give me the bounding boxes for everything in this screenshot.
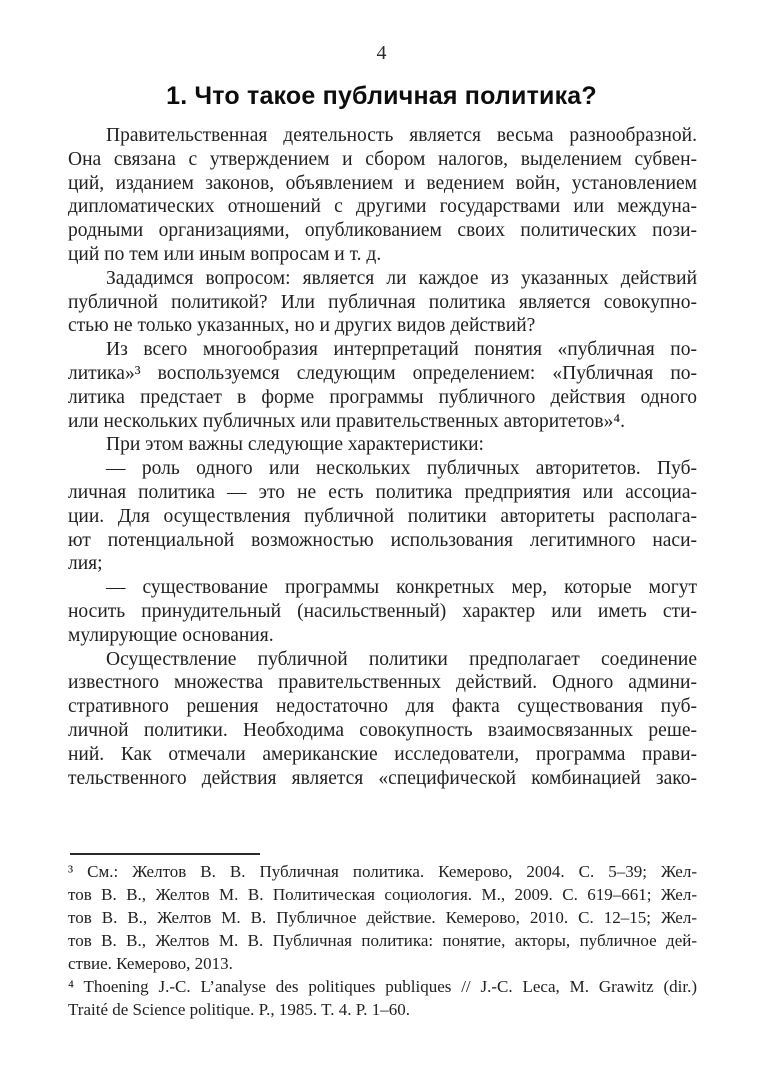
footnote-area <box>68 860 697 1021</box>
text-line: При этом важны следующие характеристики: <box>106 434 484 456</box>
text-line: тов В. В., Желтов М. В. Политическая социология. М., 2009. С. 619–661; Жел- <box>68 885 697 904</box>
text-line: Traité de Science politique. P., 1985. T. 4. P. 1–60. <box>68 1000 411 1019</box>
text-line: ствие. Кемерово, 2013. <box>68 954 233 973</box>
text-line: стью не только указанных, но и других видов действий? <box>68 315 536 337</box>
text-line: — роль одного или нескольких публичных авторитетов. Пуб- <box>106 458 697 480</box>
text-line: дипломатических отношений с другими государствами или междуна- <box>68 196 697 218</box>
text-line: лия; <box>68 553 103 575</box>
footnote <box>68 975 697 1021</box>
text-line: ций, изданием законов, объявлением и ведением войн, установлением <box>68 172 697 194</box>
text-line: ции. Для осуществления публичной политики авторитеты располага- <box>68 505 697 527</box>
text-line: родными организациями, опубликованием своих политических пози- <box>68 220 697 242</box>
footnote <box>68 860 697 975</box>
text-line: Правительственная деятельность является весьма разнообразной. <box>106 125 697 146</box>
paragraph <box>68 124 697 267</box>
text-line: известного множества правительственных действий. Одного админи- <box>68 672 697 694</box>
text-line: Из всего многообразия интерпретаций понятия «публичная по- <box>106 339 697 361</box>
paragraph <box>68 576 697 647</box>
text-line: ⁴ Thoening J.-C. L’analyse des politiques publiques // J.-C. Leca, M. Grawitz (dir.) <box>68 977 697 996</box>
paragraph <box>68 338 697 433</box>
text-line: стративного решения недостаточно для факта существования пуб- <box>68 696 697 718</box>
text-line: литика»³ воспользуемся следующим определением: «Публичная по- <box>68 362 697 384</box>
text-line: литика предстает в форме программы публичного действия одного <box>68 386 697 408</box>
text-line: личной политики. Необходима совокупность взаимосвязанных реше- <box>68 719 697 741</box>
paragraph <box>68 457 697 576</box>
text-line: тов В. В., Желтов М. В. Публичное действие. Кемерово, 2010. С. 12–15; Жел- <box>68 908 697 927</box>
text-line: Она связана с утверждением и сбором налогов, выделением субвен- <box>68 148 697 170</box>
text-line: публичной политикой? Или публичная политика является совокупно- <box>68 291 697 313</box>
text-line: или нескольких публичных или правительственных авторитетов»⁴. <box>68 410 626 432</box>
text-line: — существование программы конкретных мер, которые могут <box>106 577 697 599</box>
text-line: тельственного действия является «специфической комбинацией зако- <box>68 767 697 789</box>
text-line: ³ См.: Желтов В. В. Публичная политика. Кемерово, 2004. С. 5–39; Жел- <box>68 862 697 881</box>
text-line: ций по тем или иным вопросам и т. д. <box>68 243 382 265</box>
text-line: Осуществление публичной политики предполагает соединение <box>106 648 697 670</box>
chapter-heading: 1. Что такое публичная политика? <box>166 82 597 110</box>
text-line: ют потенциальной возможностью использования легитимного наси- <box>68 529 697 551</box>
text-line: ний. Как отмечали американские исследователи, программа прави- <box>68 743 697 765</box>
text-line: тов В. В., Желтов М. В. Публичная политика: понятие, акторы, публичное дей- <box>68 931 697 950</box>
page-number: 4 <box>376 42 387 64</box>
paragraph <box>68 267 697 338</box>
footnote-separator <box>70 853 260 855</box>
text-line: носить принудительный (насильственный) характер или иметь сти- <box>68 600 697 622</box>
body-text <box>68 124 697 790</box>
paragraph <box>68 433 697 457</box>
text-line: Зададимся вопросом: является ли каждое из указанных действий <box>106 267 697 289</box>
paragraph <box>68 648 697 791</box>
text-line: личная политика — это не есть политика предприятия или ассоциа- <box>68 481 697 503</box>
text-line: мулирующие основания. <box>68 624 274 646</box>
